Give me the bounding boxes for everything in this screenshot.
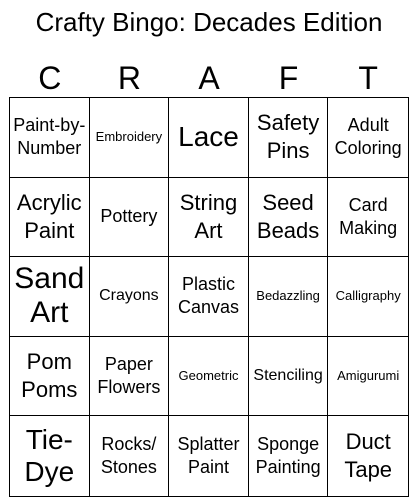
bingo-cell[interactable] (90, 98, 170, 178)
bingo-header (10, 58, 408, 98)
header-letter-r: R (117, 60, 141, 96)
header-letter-t: T (358, 60, 378, 96)
bingo-cell[interactable] (249, 98, 329, 178)
bingo-cell[interactable] (10, 257, 90, 337)
bingo-cell[interactable] (169, 98, 249, 178)
bingo-cell[interactable] (10, 337, 90, 417)
cell-label: Seed Beads (256, 189, 320, 243)
bingo-cell[interactable] (249, 178, 329, 258)
bingo-cell[interactable] (328, 257, 408, 337)
bingo-cell[interactable] (10, 98, 90, 178)
cell-label: String Art (179, 189, 238, 243)
cell-label: Acrylic Paint (16, 189, 82, 243)
cell-label: Paint-by-Number (13, 115, 86, 159)
cell-label: Lace (178, 121, 239, 153)
cell-label: Safety Pins (256, 110, 320, 164)
cell-label: Sand Art (14, 262, 85, 330)
bingo-cell[interactable] (10, 416, 90, 496)
bingo-cell[interactable] (328, 337, 408, 417)
cell-label: Tie-Dye (24, 424, 75, 488)
header-letter-f: F (278, 60, 299, 96)
bingo-cell[interactable] (328, 416, 408, 496)
bingo-cell[interactable] (169, 257, 249, 337)
cell-label: Geometric (178, 368, 239, 384)
cell-label: Embroidery (95, 129, 163, 145)
cell-label: Sponge Painting (255, 434, 321, 478)
cell-label: Plastic Canvas (177, 274, 239, 318)
bingo-cell[interactable] (90, 257, 170, 337)
cell-label: Duct Tape (344, 429, 393, 483)
cell-label: Adult Coloring (334, 115, 402, 159)
cell-label: Pom Poms (21, 349, 78, 403)
bingo-cell[interactable] (328, 178, 408, 258)
bingo-cell[interactable] (249, 416, 329, 496)
cell-label: Card Making (339, 194, 398, 238)
bingo-cell[interactable] (10, 178, 90, 258)
bingo-cell[interactable] (249, 337, 329, 417)
bingo-cell[interactable] (90, 416, 170, 496)
bingo-cell[interactable] (169, 337, 249, 417)
cell-label: Crayons (99, 287, 159, 305)
header-letter-a: A (198, 60, 220, 96)
bingo-cell[interactable] (169, 416, 249, 496)
bingo-cell[interactable] (169, 178, 249, 258)
bingo-cell[interactable] (90, 178, 170, 258)
cell-label: Amigurumi (337, 368, 400, 384)
header-letter-c: C (38, 60, 62, 96)
cell-label: Bedazzling (256, 288, 320, 304)
bingo-cell[interactable] (90, 337, 170, 417)
cell-label: Paper Flowers (97, 354, 161, 398)
cell-label: Calligraphy (335, 288, 401, 304)
cell-label: Stenciling (253, 367, 323, 385)
bingo-grid (9, 97, 409, 497)
bingo-cell[interactable] (328, 98, 408, 178)
cell-label: Splatter Paint (177, 434, 240, 478)
card-title: Crafty Bingo: Decades Edition (35, 7, 383, 37)
bingo-cell[interactable] (249, 257, 329, 337)
cell-label: Pottery (100, 206, 158, 227)
cell-label: Rocks/ Stones (100, 434, 157, 478)
